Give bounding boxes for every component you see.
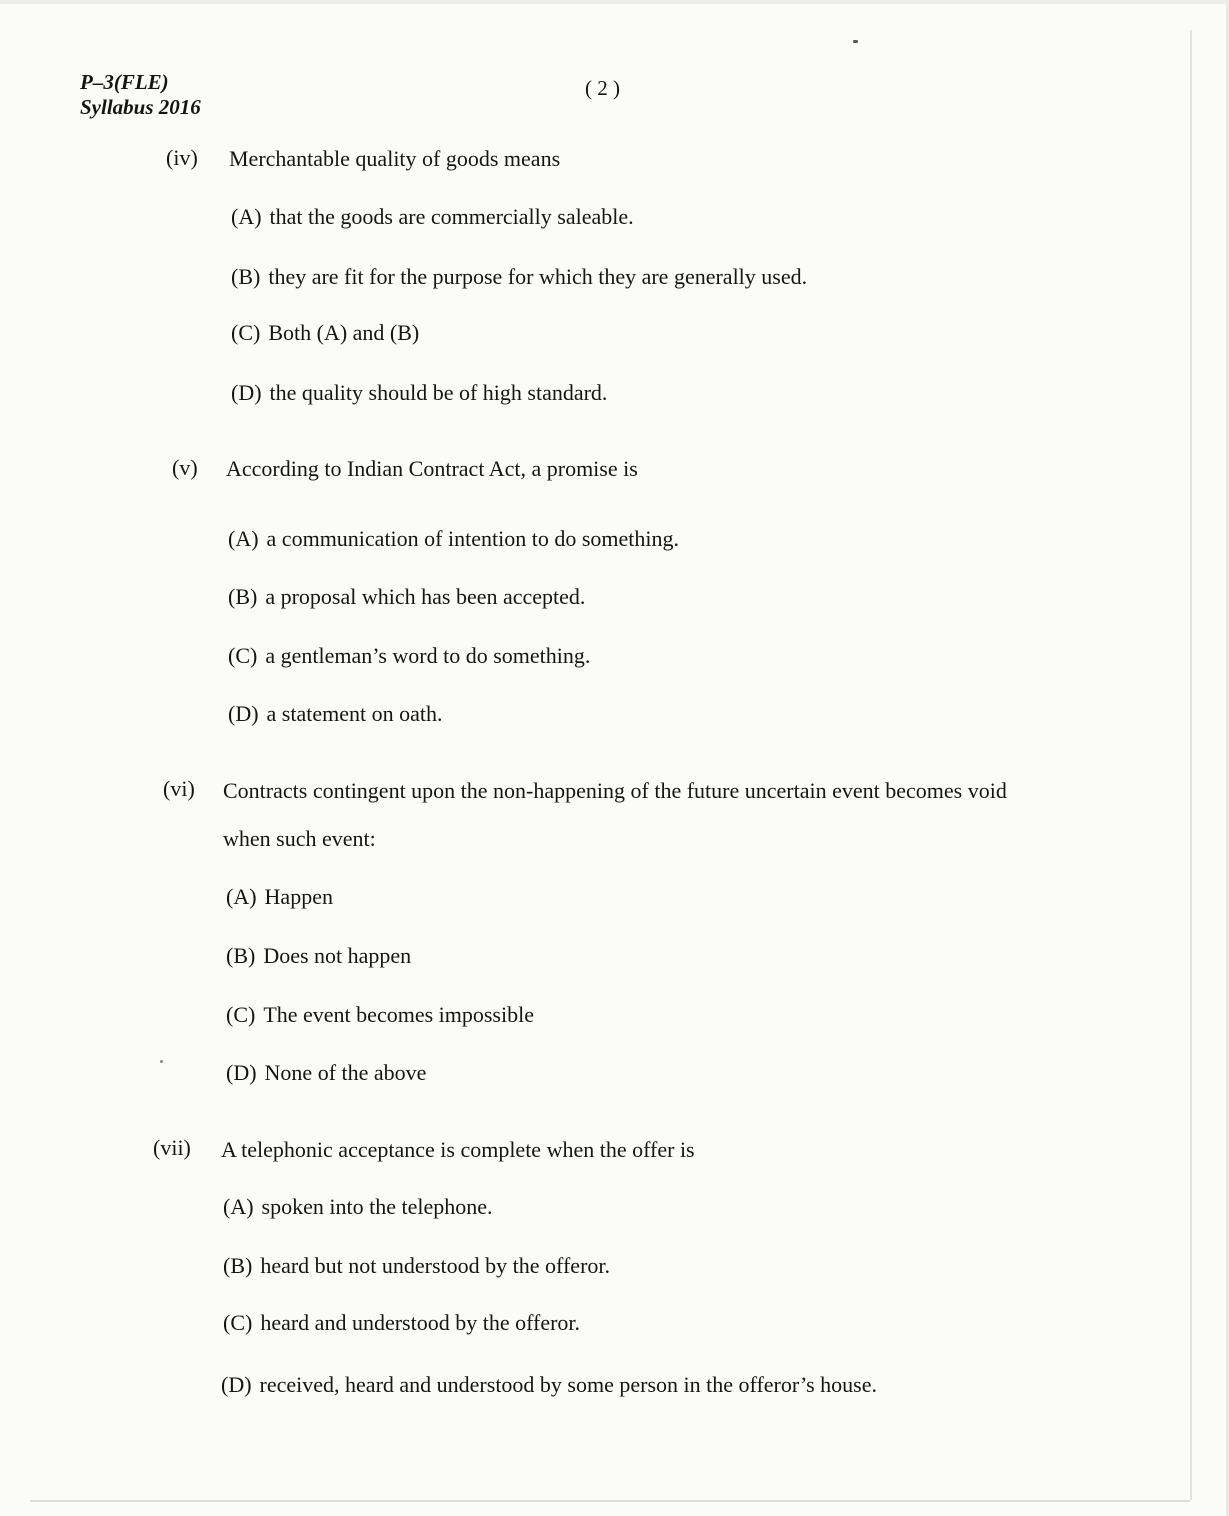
question-text: A telephonic acceptance is complete when the offer is: [221, 1137, 695, 1162]
syllabus-year: Syllabus 2016: [80, 95, 201, 119]
option-text: a statement on oath.: [266, 701, 443, 726]
option-text: spoken into the telephone.: [261, 1194, 493, 1219]
option-c: [231, 320, 419, 346]
option-b: [226, 943, 411, 969]
option-text: a gentleman’s word to do something.: [265, 643, 591, 668]
option-label: (B): [228, 584, 258, 609]
option-text: the quality should be of high standard.: [269, 380, 608, 405]
option-text: Happen: [264, 884, 333, 909]
option-text: that the goods are commercially saleable.: [269, 204, 634, 229]
question-text: Merchantable quality of goods means: [229, 146, 561, 171]
question-number: (vii): [153, 1135, 191, 1160]
option-a: [226, 884, 333, 910]
option-text: received, heard and understood by some person in the offeror’s house.: [259, 1372, 877, 1397]
option-label: (C): [223, 1310, 253, 1335]
option-text: Does not happen: [263, 943, 412, 968]
option-text: they are fit for the purpose for which they are generally used.: [268, 264, 808, 289]
option-label: (D): [226, 1060, 257, 1085]
option-c: [223, 1310, 580, 1336]
option-label: (B): [226, 943, 256, 968]
scan-edge: [1190, 30, 1192, 1500]
option-text: None of the above: [264, 1060, 427, 1085]
option-text: Both (A) and (B): [268, 320, 420, 345]
option-text: The event becomes impossible: [263, 1002, 534, 1027]
option-b: [228, 584, 585, 610]
page-number: ( 2 ): [585, 76, 620, 100]
option-label: (A): [226, 884, 257, 909]
option-d: [221, 1372, 877, 1398]
question-text-line2: when such event:: [223, 826, 376, 851]
scan-edge: [30, 1500, 1190, 1502]
option-label: (B): [231, 264, 261, 289]
option-text: heard and understood by the offeror.: [260, 1310, 581, 1335]
option-text: a proposal which has been accepted.: [265, 584, 586, 609]
question-number: (vi): [163, 776, 195, 801]
option-label: (A): [223, 1194, 254, 1219]
option-d: [228, 701, 443, 727]
option-text: heard but not understood by the offeror.: [260, 1253, 611, 1278]
option-d: [231, 380, 607, 406]
option-a: [231, 204, 634, 230]
option-label: (C): [226, 1002, 256, 1027]
option-label: (B): [223, 1253, 253, 1278]
paper-code: P–3(FLE): [80, 70, 169, 94]
option-a: [223, 1194, 493, 1220]
option-label: (A): [228, 526, 259, 551]
option-label: (D): [228, 701, 259, 726]
scan-edge: [0, 0, 1229, 4]
scan-speck: [160, 1060, 163, 1063]
option-label: (D): [231, 380, 262, 405]
question-number: (v): [172, 455, 198, 480]
option-c: [226, 1002, 534, 1028]
question-text-line1: Contracts contingent upon the non-happening of the future uncertain event becomes void: [223, 778, 1007, 803]
option-label: (D): [221, 1372, 252, 1397]
option-d: [226, 1060, 426, 1086]
option-b: [231, 264, 807, 290]
question-text: According to Indian Contract Act, a promise is: [226, 456, 638, 481]
option-c: [228, 643, 590, 669]
option-a: [228, 526, 679, 552]
option-label: (C): [228, 643, 258, 668]
question-number: (iv): [166, 145, 198, 170]
scan-speck: [853, 40, 858, 43]
option-label: (C): [231, 320, 261, 345]
option-label: (A): [231, 204, 262, 229]
option-text: a communication of intention to do something.: [266, 526, 679, 551]
option-b: [223, 1253, 610, 1279]
